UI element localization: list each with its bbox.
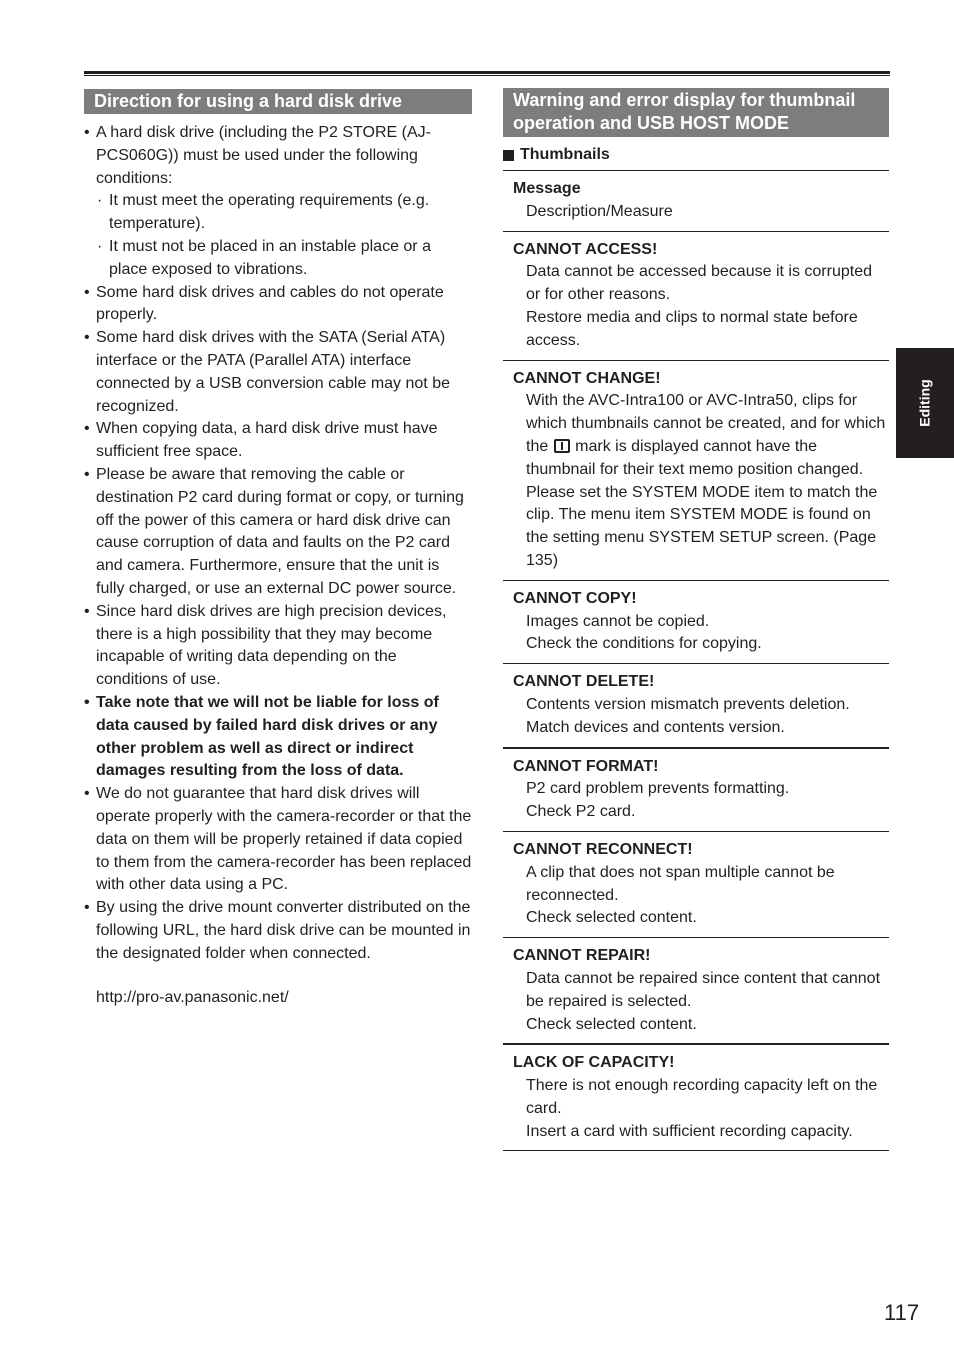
- liability-notice: [84, 692, 472, 783]
- bullet-text: A hard disk drive (including the P2 STORE (AJ-PCS060G)) must be used under the following conditions:: [96, 124, 431, 187]
- chapter-tab-label: Editing: [917, 379, 933, 427]
- measure-text: Insert a card with sufficient recording capacity.: [526, 1122, 853, 1140]
- table-row: [503, 232, 889, 361]
- list-item: [84, 282, 472, 328]
- message-text: CANNOT REPAIR!: [513, 947, 651, 965]
- list-item: [84, 464, 472, 601]
- sub-bullet-icon: ·: [97, 237, 103, 255]
- bullet-text: Some hard disk drives and cables do not operate properly.: [96, 283, 444, 324]
- left-column: [84, 89, 472, 1010]
- chapter-tab-editing: [896, 348, 954, 458]
- table-row: [503, 1045, 889, 1151]
- list-item: [84, 122, 472, 282]
- thumbnails-subheading: [503, 146, 889, 164]
- bullet-text: Please be aware that removing the cable or destination P2 card during format or copy, or turning off the power of this camera or hard disk drive can cause corruption of data and faults on the P2 card and camera. Furthermore, ensure that the unit is fully charged, or use an external DC power source.: [96, 465, 464, 597]
- description-column-header: Description/Measure: [526, 202, 673, 220]
- message-text: CANNOT FORMAT!: [513, 757, 659, 775]
- right-column: [503, 88, 889, 1151]
- measure-text: Please set the SYSTEM MODE item to match the clip. The menu item SYSTEM MODE is found on the setting menu SYSTEM SETUP screen. (Page 135): [526, 483, 878, 569]
- table-row: [503, 581, 889, 664]
- hdd-direction-heading: Direction for using a hard disk drive: [84, 89, 472, 114]
- sub-bullet-list: [96, 190, 472, 281]
- top-rule-thin: [84, 75, 890, 76]
- bullet-text: When copying data, a hard disk drive must have sufficient free space.: [96, 420, 438, 461]
- sub-bullet-icon: ·: [97, 192, 103, 210]
- measure-text: Match devices and contents version.: [526, 718, 785, 736]
- table-row: [503, 938, 889, 1045]
- sub-bullet-text: It must not be placed in an instable place or a place exposed to vibrations.: [109, 237, 431, 278]
- bullet-icon: •: [84, 602, 90, 620]
- description-text: Contents version mismatch prevents deletion.: [526, 695, 850, 713]
- bullet-icon: •: [84, 785, 90, 803]
- list-item: [84, 327, 472, 418]
- measure-text: Restore media and clips to normal state before access.: [526, 308, 858, 349]
- hdd-bullet-list: [84, 122, 472, 1010]
- description-text: Images cannot be copied.: [526, 612, 710, 630]
- description-text: Data cannot be accessed because it is corrupted or for other reasons.: [526, 263, 872, 304]
- list-item: [84, 897, 472, 1010]
- measure-text: Check P2 card.: [526, 803, 636, 821]
- top-rule: [84, 71, 890, 74]
- list-item: [84, 601, 472, 692]
- bullet-text: Take note that we will not be liable for loss of data caused by failed hard disk drives or any other problem as well as direct or indirect damages resulting from the loss of data.: [96, 693, 439, 780]
- thumbnails-label: Thumbnails: [520, 146, 610, 163]
- table-row: [503, 832, 889, 938]
- converter-url: http://pro-av.panasonic.net/: [96, 989, 289, 1007]
- measure-text: Check selected content.: [526, 909, 697, 927]
- bullet-icon: •: [84, 465, 90, 483]
- message-column-header: Message: [513, 180, 581, 197]
- bullet-text: We do not guarantee that hard disk drives will operate properly with the camera-recorder or that the data on them will be properly retained if data copied to them from the camera-recorder has been replaced with other data using a PC.: [96, 785, 472, 894]
- measure-text: Check selected content.: [526, 1015, 697, 1033]
- description-text-end: mark is displayed cannot have the thumbnail for their text memo position changed.: [526, 437, 864, 478]
- bullet-text: By using the drive mount converter distributed on the following URL, the hard disk drive can be mounted in the designated folder when connected.: [96, 899, 471, 962]
- description-text: There is not enough recording capacity left on the card.: [526, 1077, 878, 1117]
- table-header-row: [503, 171, 889, 232]
- bullet-icon: •: [84, 899, 90, 917]
- message-table: [503, 170, 889, 1151]
- bullet-icon: •: [84, 124, 90, 141]
- message-text: CANNOT DELETE!: [513, 673, 655, 691]
- message-text: CANNOT COPY!: [513, 589, 637, 607]
- table-row: [503, 361, 889, 581]
- bullet-text: Since hard disk drives are high precision devices, there is a high possibility that they may become incapable of writing data depending on the conditions of use.: [96, 602, 447, 689]
- message-text: CANNOT CHANGE!: [513, 369, 661, 387]
- description-text: P2 card problem prevents formatting.: [526, 780, 790, 798]
- warning-error-heading: Warning and error display for thumbnail operation and USB HOST MODE: [503, 88, 889, 137]
- description-text: A clip that does not span multiple cannot be reconnected.: [526, 863, 835, 904]
- bullet-icon: •: [84, 420, 90, 438]
- list-item: [84, 783, 472, 897]
- table-row: [503, 749, 889, 832]
- table-row: [503, 664, 889, 748]
- bullet-icon: •: [84, 283, 90, 301]
- sub-bullet-text: It must meet the operating requirements (e.g. temperature).: [109, 192, 430, 233]
- message-text: CANNOT RECONNECT!: [513, 840, 693, 858]
- description-text: [513, 390, 889, 481]
- text-memo-icon: [554, 439, 570, 453]
- square-bullet-icon: [503, 150, 514, 161]
- page-number: 117: [884, 1300, 920, 1325]
- bullet-text: Some hard disk drives with the SATA (Serial ATA) interface or the PATA (Parallel ATA) interface connected by a USB conversion cable may not be recognized.: [96, 329, 450, 415]
- bullet-icon: •: [84, 693, 90, 711]
- message-text: LACK OF CAPACITY!: [513, 1054, 675, 1072]
- message-text: CANNOT ACCESS!: [513, 240, 658, 258]
- description-text: Data cannot be repaired since content that cannot be repaired is selected.: [526, 969, 881, 1010]
- measure-text: Check the conditions for copying.: [526, 635, 762, 653]
- description-text-start: With the AVC-Intra100 or AVC-Intra50, clips for which thumbnails cannot be created, and for which the: [526, 392, 886, 455]
- bullet-icon: •: [84, 329, 90, 347]
- sub-list-item: [96, 236, 472, 282]
- list-item: [84, 418, 472, 464]
- sub-list-item: [96, 190, 472, 236]
